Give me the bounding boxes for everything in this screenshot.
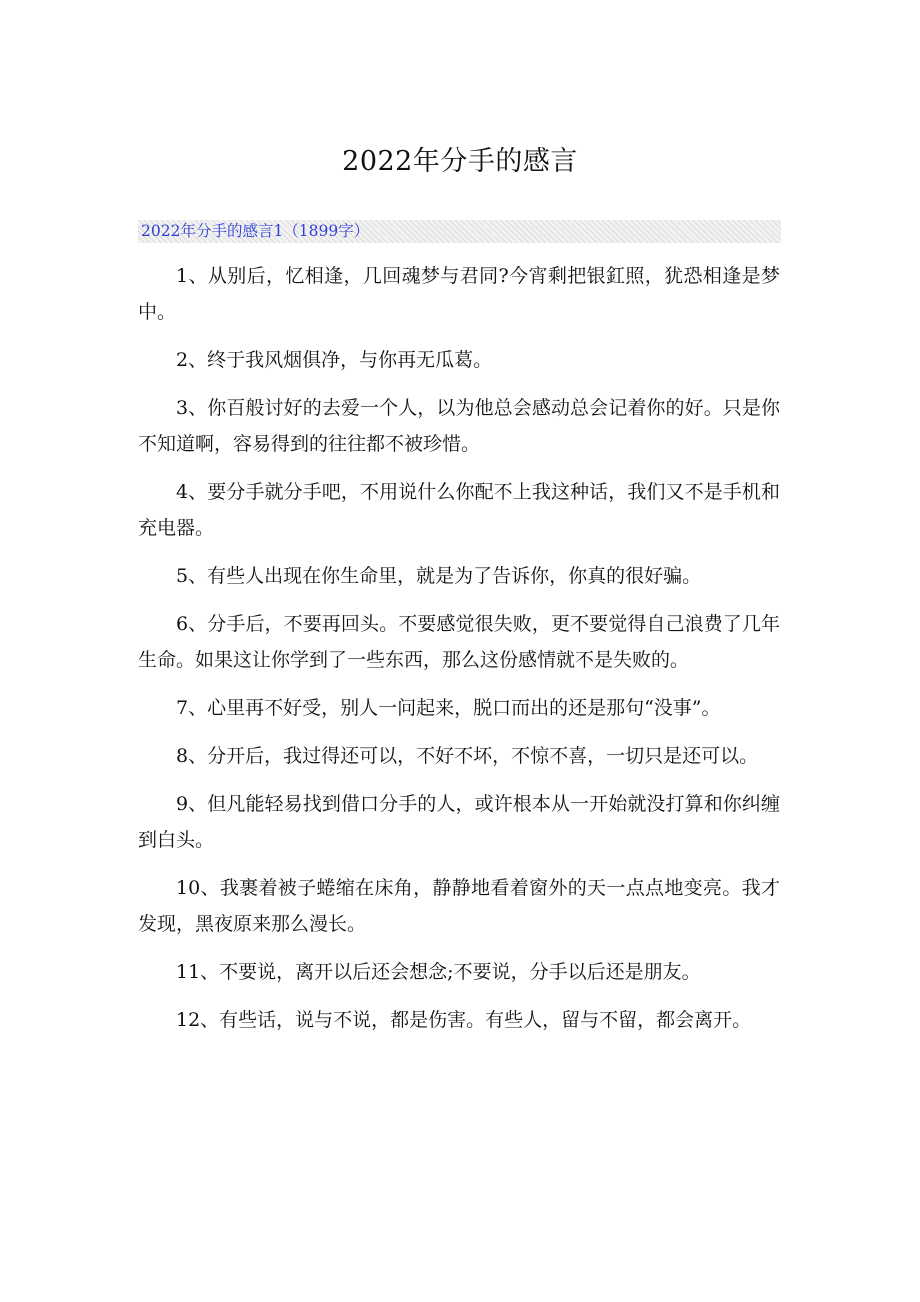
paragraph: 6、分手后，不要再回头。不要感觉很失败，更不要觉得自己浪费了几年生命。如果这让你学到了一些东西，那么这份感情就不是失败的。	[138, 613, 780, 671]
paragraph: 8、分开后，我过得还可以，不好不坏，不惊不喜，一切只是还可以。	[176, 745, 759, 767]
paragraph: 3、你百般讨好的去爱一个人，以为他总会感动总会记着你的好。只是你不知道啊，容易得到的往往都不被珍惜。	[138, 397, 780, 455]
paragraph: 7、心里再不好受，别人一问起来，脱口而出的还是那句“没事”。	[176, 697, 721, 719]
paragraph: 12、有些话，说与不说，都是伤害。有些人，留与不留，都会离开。	[176, 1009, 752, 1031]
paragraph: 5、有些人出现在你生命里，就是为了告诉你，你真的很好骗。	[176, 565, 702, 587]
paragraph: 11、不要说，离开以后还会想念;不要说，分手以后还是朋友。	[176, 961, 701, 983]
document-body	[138, 258, 780, 1050]
paragraph: 1、从别后，忆相逢，几回魂梦与君同?今宵剩把银釭照，犹恐相逢是梦中。	[138, 265, 780, 323]
paragraph: 9、但凡能轻易找到借口分手的人，或许根本从一开始就没打算和你纠缠到白头。	[138, 793, 780, 851]
paragraph: 10、我裹着被子蜷缩在床角，静静地看着窗外的天一点点地变亮。我才发现，黑夜原来那么漫长。	[138, 877, 780, 935]
section-heading-link[interactable]: 2022年分手的感言1（1899字）	[138, 220, 781, 243]
document-title: 2022年分手的感言	[342, 146, 578, 177]
paragraph: 2、终于我风烟俱净，与你再无瓜葛。	[176, 349, 493, 371]
paragraph: 4、要分手就分手吧，不用说什么你配不上我这种话，我们又不是手机和充电器。	[138, 481, 780, 539]
